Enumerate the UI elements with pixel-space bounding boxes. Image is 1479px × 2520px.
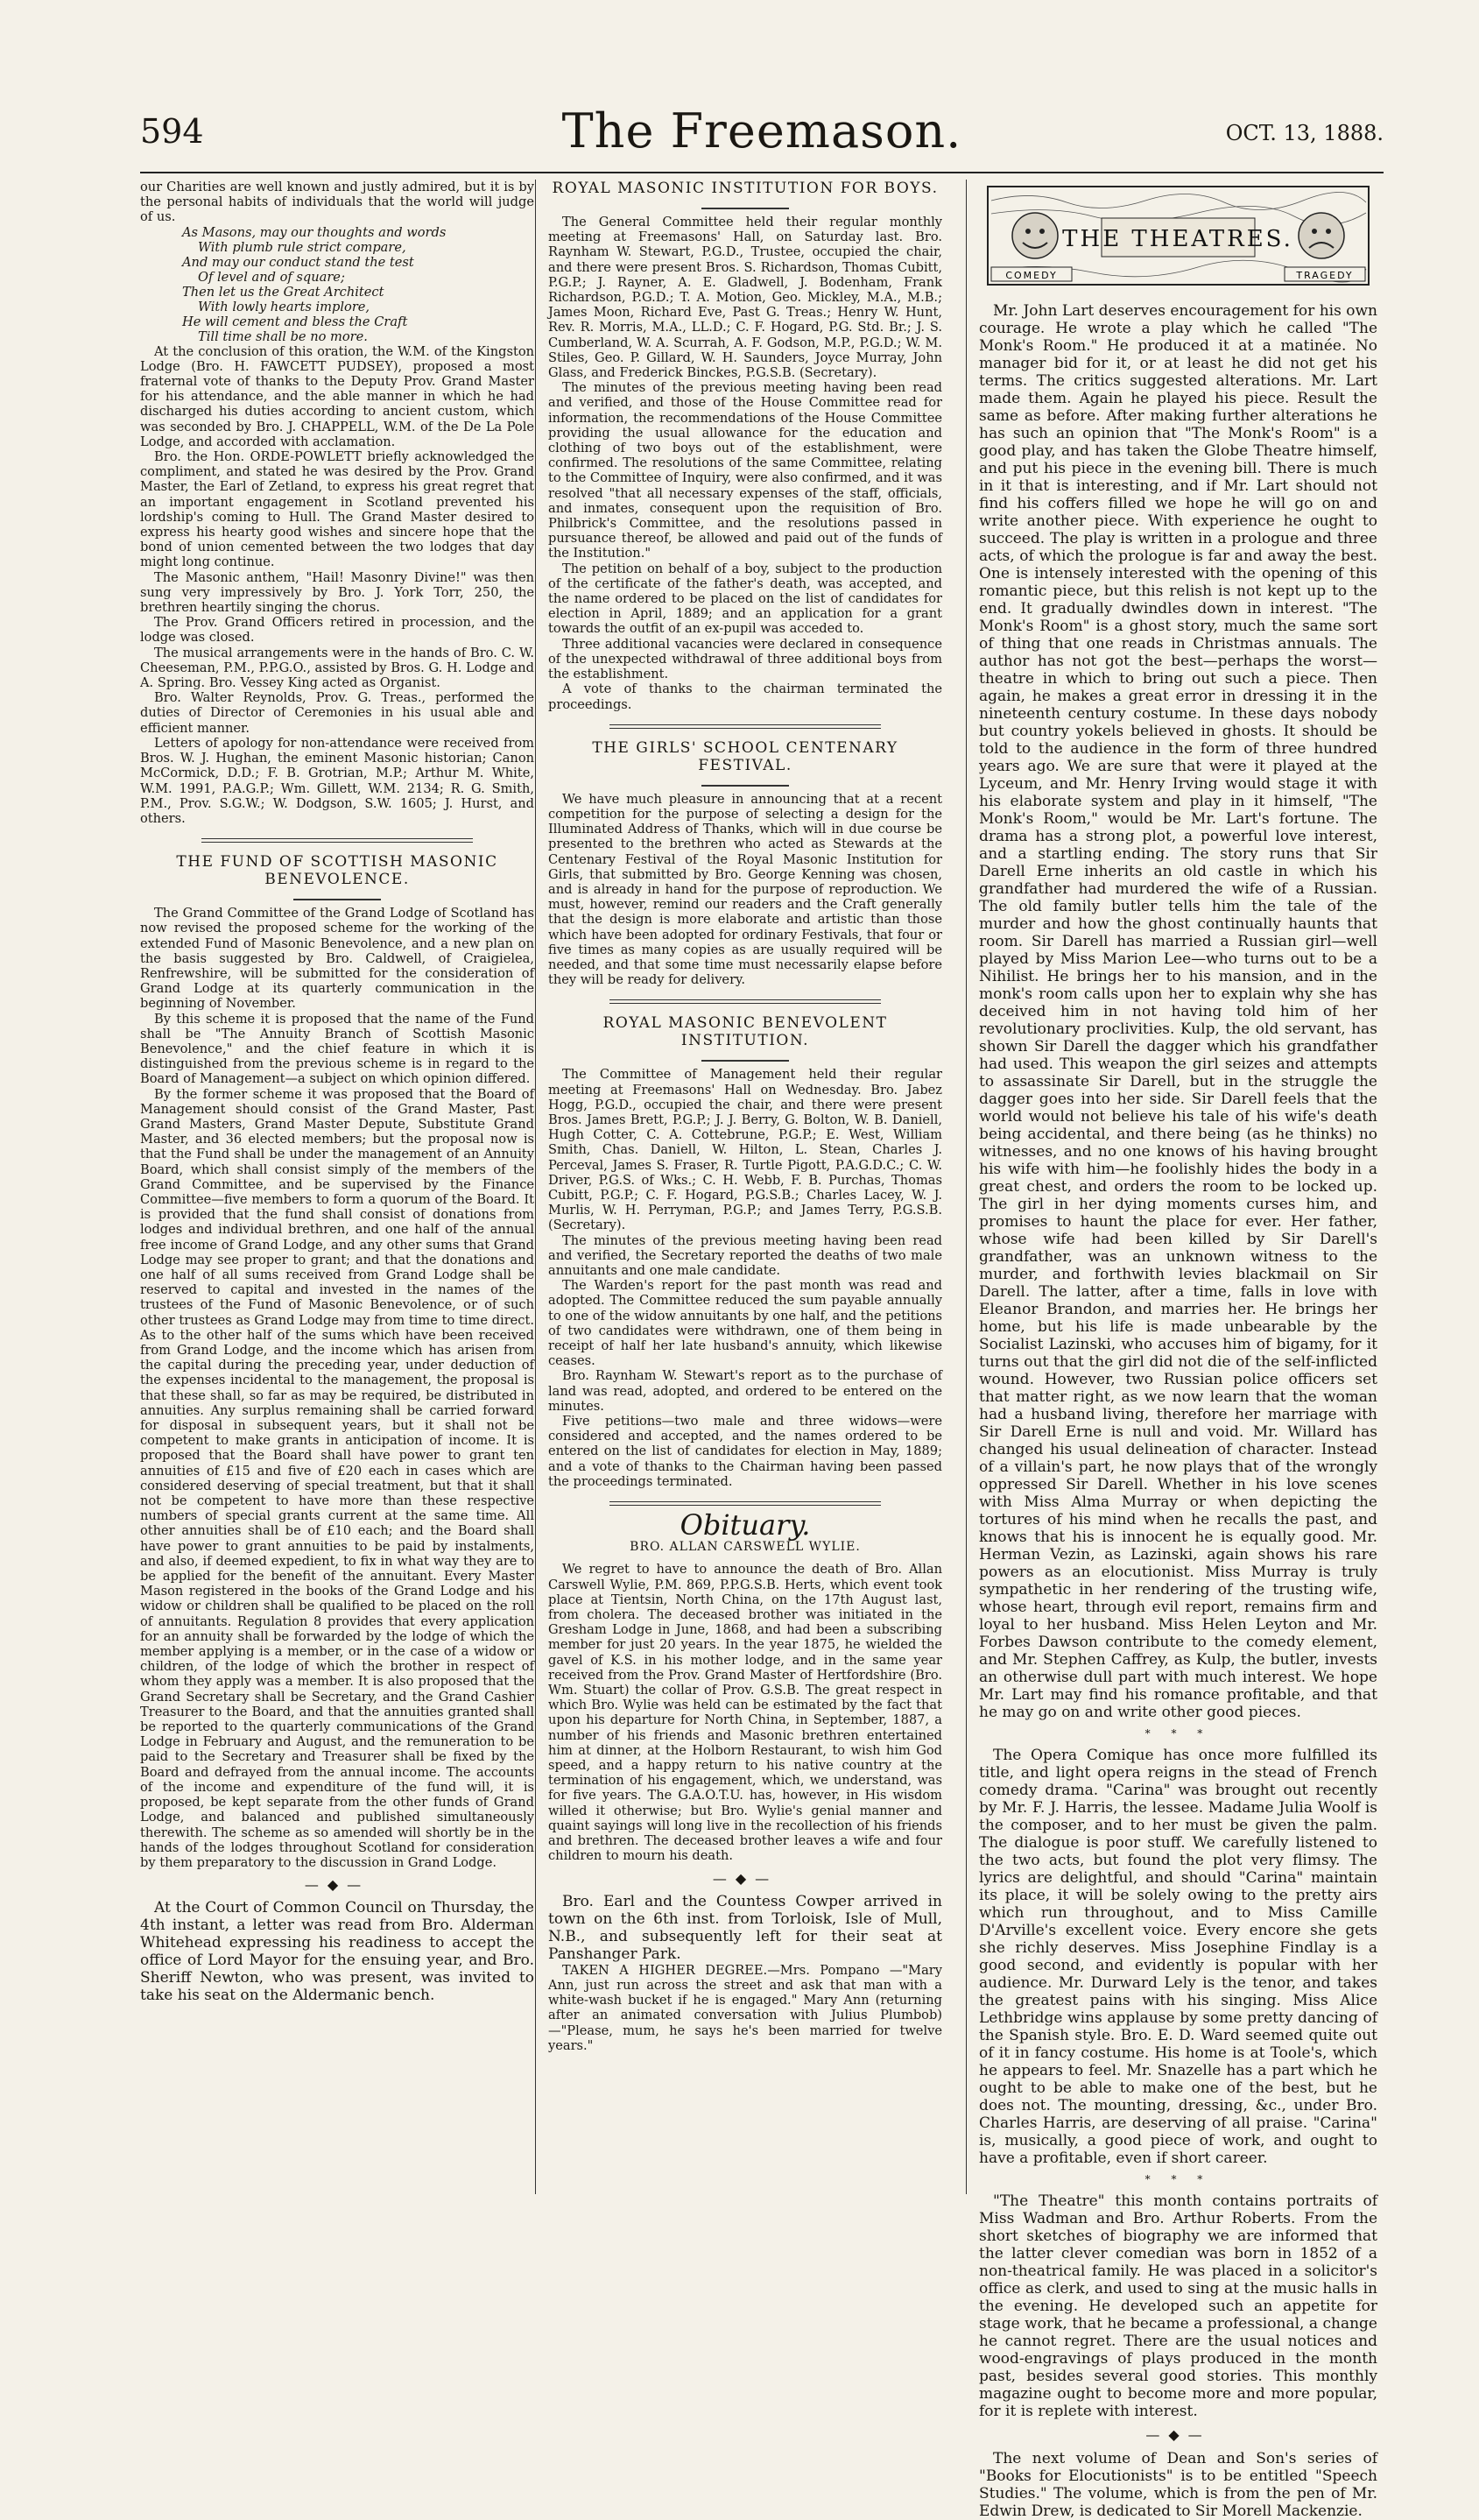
paragraph: The Prov. Grand Officers retired in procession, and the lodge was closed. xyxy=(140,615,534,646)
paragraph: Bro. Raynham W. Stewart's report as to the purchase of land was read, adopted, and ordered to be entered on the minutes. xyxy=(548,1368,942,1414)
column-2 xyxy=(548,180,942,2053)
ornament-divider: —◆— xyxy=(1145,2426,1211,2444)
section-rule xyxy=(609,1501,881,1506)
paragraph: We regret to have to announce the death of Bro. Allan Carswell Wylie, P.M. 869, P.P.G.S.B. Herts, which event took place at Tientsin, North China, on the 17th August last, from cholera. The deceased brother was initiated in the Gresham Lodge in June, 1868, and had been a subscribing member for just 20 years. In the year 1875, he wielded the gavel of K.S. in his mother lodge, and in the same year received from the Prov. Grand Master of Hertfordshire (Bro. Wm. Stuart) the collar of Prov. G.S.B. The great respect in which Bro. Wylie was held can be estimated by the fact that upon his departure for North China, in September, 1887, a number of his friends and Masonic brethren entertained him at dinner, at the Holborn Restaurant, to wish him God speed, and a happy return to his native country at the termination of his engagement, which, we understand, was for five years. The G.A.O.T.U. has, however, in His wisdom willed it otherwise; but Bro. Wylie's genial manner and quaint sayings will long live in the recollection of his friends and brethren. The deceased brother leaves a wife and four children to mourn his death. xyxy=(548,1562,942,1864)
degree-lead: TAKEN A HIGHER DEGREE. xyxy=(562,1962,768,1978)
header-rule xyxy=(140,172,1384,173)
headline-scottish-fund: THE FUND OF SCOTTISH MASONIC BENEVOLENCE. xyxy=(176,853,498,889)
headline-girls-school: THE GIRLS' SCHOOL CENTENARY FESTIVAL. xyxy=(592,738,898,774)
paragraph: Three additional vacancies were declared in consequence of the unexpected withdrawal of three additional boys from the establishment. xyxy=(548,636,942,682)
masthead: The Freemason. xyxy=(561,103,962,159)
banner-title: THE THEATRES. xyxy=(1062,226,1293,252)
page-number: 594 xyxy=(140,112,204,151)
theatres-banner-art xyxy=(979,183,1377,288)
paragraph: our Charities are well known and justly admired, but it is by the personal habits of individuals that the world will judge of us. xyxy=(140,180,534,225)
asterism: * * * xyxy=(1144,1727,1212,1740)
verse-line: With plumb rule strict compare, xyxy=(198,239,406,255)
verse xyxy=(140,225,534,344)
degree-text: —Mrs. Pompano —"Mary Ann, just run across the street and ask that man with a white-wash bucket if he is engaged." Mary Ann (returning after an animated conversation with Julius Plumbob)—"Please, mum, he says he's been married for twelve years." xyxy=(548,1962,943,2053)
banner-left-label: COMEDY xyxy=(1005,270,1058,281)
paragraph: The musical arrangements were in the hands of Bro. C. W. Cheeseman, P.M., P.P.G.O., assisted by Bros. G. H. Lodge and A. Spring. Bro. Vessey King acted as Organist. xyxy=(140,645,534,691)
short-rule xyxy=(293,899,381,900)
obituary-heading: Obituary. xyxy=(680,1508,811,1542)
verse-line: Till time shall be no more. xyxy=(198,328,368,344)
short-rule xyxy=(701,1060,789,1062)
column-3 xyxy=(979,180,1377,2520)
verse-line: Then let us the Great Architect xyxy=(182,284,384,300)
paragraph-dean-and-son: The next volume of Dean and Son's series of "Books for Elocutionists" is to be entitled "Speech Studies." The volume, which is from the pen of Mr. Edwin Drew, is dedicated to Sir Morell Mackenzie. xyxy=(979,2449,1377,2520)
page-header xyxy=(140,103,1384,166)
paragraph-cowper: Bro. Earl and the Countess Cowper arrived in town on the 6th inst. from Torloisk, Isle of Mull, N.B., and subsequently left for their seat at Panshanger Park. xyxy=(548,1892,942,1963)
asterism: * * * xyxy=(1144,2173,1212,2186)
paragraph: The petition on behalf of a boy, subject to the production of the certificate of the father's death, was accepted, and the name ordered to be placed on the list of candidates for election in April, 1889; and an application for a grant towards the outfit of an ex-pupil was acceded to. xyxy=(548,561,942,637)
paragraph-degree xyxy=(548,1963,942,2053)
section-rule xyxy=(201,838,473,843)
paragraph: Five petitions—two male and three widows—were considered and accepted, and the names ordered to be entered on the list of candidates for election in May, 1889; and a vote of thanks to the Chairman having been passed the proceedings terminated. xyxy=(548,1414,942,1489)
theatres-banner xyxy=(979,183,1377,288)
section-rule xyxy=(609,724,881,729)
paragraph-court-council: At the Court of Common Council on Thursday, the 4th instant, a letter was read from Bro. Alderman Whitehead expressing his readiness to accept the office of Lord Mayor for the ensuing year, and Bro. Sheriff Newton, who was present, was invited to take his seat on the Aldermanic bench. xyxy=(140,1899,534,2005)
issue-date: OCT. 13, 1888. xyxy=(1225,121,1384,145)
paragraph: The Committee of Management held their regular meeting at Freemasons' Hall on Wednesday. Bro. Jabez Hogg, P.G.D., occupied the chair, and there were present Bros. James Brett, P.G.P.; J. J. Berry, G. Bolton, W. B. Daniell, Hugh Cotter, C. A. Cottebrune, P.G.P.; E. West, William Smith, Chas. Daniell, W. Hilton, L. Stean, Charles J. Perceval, James S. Fraser, R. Turtle Pigott, P.A.G.D.C.; C. W. Driver, P.G.S. of Wks.; C. H. Webb, F. B. Purchas, Thomas Cubitt, P.G.P.; C. F. Hogard, P.G.S.B.; Charles Lacey, W. J. Murlis, W. H. Perryman, P.G.P.; and James Terry, P.G.S.B. (Secretary). xyxy=(548,1067,942,1233)
short-rule xyxy=(701,208,789,209)
paragraph: The Masonic anthem, "Hail! Masonry Divine!" was then sung very impressively by Bro. J. York Torr, 250, the brethren heartily singing the chorus. xyxy=(140,569,534,616)
paragraph-the-theatre: "The Theatre" this month contains portraits of Miss Wadman and Bro. Arthur Roberts. From the short sketches of biography we are informed that the latter clever comedian was born in 1852 of a non-theatrical family. He was placed in a solicitor's office as clerk, and used to sing at the music halls in the evening. He developed such an appetite for stage work, that he became a professional, a change he cannot regret. There are the usual notices and wood-engravings of plays produced in the month past, besides several good stories. This monthly magazine ought to become more and more popular, for it is replete with interest. xyxy=(979,2192,1377,2421)
verse-line: And may our conduct stand the test xyxy=(182,254,414,270)
verse-line: He will cement and bless the Craft xyxy=(182,314,408,329)
column-divider xyxy=(966,180,967,2194)
verse-line: Of level and of square; xyxy=(198,269,345,285)
column-divider xyxy=(535,180,536,2194)
ornament-divider: —◆— xyxy=(712,1869,778,1887)
paragraph: The Grand Committee of the Grand Lodge of Scotland has now revised the proposed scheme for the working of the extended Fund of Masonic Benevolence, and a new plan on the basis suggested by Bro. Caldwell, of Craigielea, Renfrewshire, will be submitted for the consideration of Grand Lodge at its quarterly communication in the beginning of November. xyxy=(140,906,534,1012)
paragraph: By this scheme it is proposed that the name of the Fund shall be "The Annuity Branch of Scottish Masonic Benevolence," and the chief feature in which it is distinguished from the previous scheme is in regard to the Board of Management—a subject on which opinion differed. xyxy=(140,1011,534,1087)
paragraph: Bro. Walter Reynolds, Prov. G. Treas., performed the duties of Director of Ceremonies in his usual able and efficient manner. xyxy=(140,690,534,736)
short-rule xyxy=(701,785,789,787)
paragraph: The Warden's report for the past month was read and adopted. The Committee reduced the sum payable annually to one of the widow annuitants by one half, and the petitions of two candidates were withdrawn, one of them being in receipt of half her late husband's annuity, which likewise ceases. xyxy=(548,1278,943,1369)
paragraph: By the former scheme it was proposed that the Board of Management should consist of the Grand Master, Past Grand Masters, Grand Master Depute, Substitute Grand Master, and 36 elected members; but the proposal now is that the Fund shall be under the management of an Annuity Board, which shall consist simply of the members of the Grand Committee, and be supervised by the Finance Committee—five members to form a quorum of the Board. It is provided that the fund shall consist of donations from lodges and individual brethren, and one half of the annual free income of Grand Lodge, and any other sums that Grand Lodge may see proper to grant; and that the donations and one half of all sums received from Grand Lodge shall be reserved to capital and invested in the names of the trustees of the Fund of Masonic Benevolence, or of such other trustees as Grand Lodge may from time to time direct. As to the other half of the sums which have been received from Grand Lodge, and the income which has arisen from the capital during the preceding year, under deduction of the expenses incidental to the management, the proposal is that these shall, so far as may be required, be distributed in annuities. Any surplus remaining shall be carried forward for disposal in subsequent years, but it shall not be competent to make grants in anticipation of income. It is proposed that the Board shall have power to grant ten annuities of £15 and five of £20 each in cases which are considered deserving of special treatment, but that it shall not be competent to have more than these respective numbers of special grants current at the same time. All other annuities shall be of £10 each; and the Board shall have power to grant annuities to be paid by instalments, and also, if deemed expedient, to fix in what way they are to be applied for the benefit of the annuitant. Every Master Mason registered in the books of the Grand Lodge and his widow or children shall be qualified to be placed on the roll of annuitants. Regulation 8 provides that every application for an annuity shall be forwarded by the lodge of which the member applying is a member, or in the case of a widow or children, of the lodge of which the brother in respect of whom they apply was a member. It is also proposed that the Grand Secretary shall be Secretary, and the Grand Cashier Treasurer to the Board, and that the annuities granted shall be reported to the quarterly communications of the Grand Lodge in February and August, and the remuneration to be paid to the Secretary and Treasurer shall be fixed by the Board and defrayed from the annual income. The accounts of the income and expenditure of the fund will, it is proposed, be kept separate from the other funds of Grand Lodge, and balanced and published simultaneously therewith. The scheme as so amended will shortly be in the hands of the lodges throughout Scotland for consideration by them preparatory to the discussion in Grand Lodge. xyxy=(140,1086,534,1870)
ornament-divider: —◆— xyxy=(304,1876,370,1894)
verse-line: As Masons, may our thoughts and words xyxy=(182,224,447,240)
paragraph: A vote of thanks to the chairman terminated the proceedings. xyxy=(548,681,942,712)
section-rule xyxy=(609,999,881,1004)
paragraph: Bro. the Hon. ORDE-POWLETT briefly acknowledged the compliment, and stated he was desired by the Prov. Grand Master, the Earl of Zetland, to express his great regret that an important engagement in Scotland prevented his lordship's coming to Hull. The Grand Master desired to express his hearty good wishes and sincere hope that the bond of union cemented between the two lodges that day might long continue. xyxy=(140,449,534,570)
paragraph: We have much pleasure in announcing that at a recent competition for the purpose of selecting a design for the Illuminated Address of Thanks, which will in due course be presented to the brethren who acted as Stewards at the Centenary Festival of the Royal Masonic Institution for Girls, that submitted by Bro. George Kenning was chosen, and is already in hand for the purpose of reproduction. We must, however, remind our readers and the Craft generally that the design is more elaborate and artistic than those which have been adopted for ordinary Festivals, that four or five times as many copies as are usually required will be needed, and that some time must necessarily elapse before they will be ready for delivery. xyxy=(548,791,942,988)
column-1 xyxy=(140,180,534,2004)
paragraph-opera-comique: The Opera Comique has once more fulfilled its title, and light opera reigns in the stead of French comedy drama. "Carina" was brought out recently by Mr. F. J. Harris, the lessee. Madame Julia Woolf is the composer, and to her must be given the palm. The dialogue is poor stuff. We carefully listened to the two acts, but found the plot very flimsy. The lyrics are delightful, and should "Carina" maintain its place, it will be solely owing to the pretty airs which run throughout, and to Miss Camille D'Arville's excellent voice. Every encore she gets she richly deserves. Miss Josephine Findlay is a good second, and evidently is popular with her audience. Mr. Durward Lely is the tenor, and takes the greatest pains with his singing. Miss Alice Lethbridge wins applause by some pretty dancing of the Spanish style. Bro. E. D. Ward seemed quite out of it in fancy costume. His home is at Toole's, which he appears to feel. Mr. Snazelle has a part which he ought to be able to make one of the best, but he does not. The mounting, dressing, &c., under Bro. Charles Harris, are deserving of all praise. "Carina" is, musically, a good piece of work, and ought to have a profitable, even if short career. xyxy=(979,1747,1377,2168)
headline-benevolent-institution: ROYAL MASONIC BENEVOLENT INSTITUTION. xyxy=(602,1014,888,1050)
verse-line: With lowly hearts implore, xyxy=(198,299,370,314)
paragraph: Letters of apology for non-attendance were received from Bros. W. J. Hughan, the eminent Masonic historian; Canon McCormick, D.D.; F. B. Grotrian, M.P.; Arthur M. White, W.M. 1991, P.A.G.P.; Wm. Gillett, W.M. 2134; R. G. Smith, P.M., Prov. S.G.W.; W. Dodgson, S.W. 1605; J. Hurst, and others. xyxy=(140,735,534,826)
headline-boys-institution: ROYAL MASONIC INSTITUTION FOR BOYS. xyxy=(552,180,939,197)
banner-right-label: TRAGEDY xyxy=(1296,270,1354,281)
paragraph: The minutes of the previous meeting having been read and verified, and those of the House Committee read for information, the recommendations of the House Committee providing the usual allowance for the education and clothing of two boys out of the establishment, were confirmed. The resolutions of the same Committee, relating to the Committee of Inquiry, were also confirmed, and it was resolved "that all necessary expenses of the staff, officials, and inmates, consequent upon the requisition of Bro. Philbrick's Committee, and the resolutions passed in pursuance thereof, be allowed and paid out of the funds of the Institution." xyxy=(548,380,942,561)
paragraph: The minutes of the previous meeting having been read and verified, the Secretary reported the deaths of two male annuitants and one male candidate. xyxy=(548,1232,942,1278)
paragraph: The General Committee held their regular monthly meeting at Freemasons' Hall, on Saturday last. Bro. Raynham W. Stewart, P.G.D., Trustee, occupied the chair, and there were present Bros. S. Richardson, Thomas Cubitt, P.G.P.; J. Rayner, A. E. Gladwell, J. Bodenham, Frank Richardson, P.G.D.; T. A. Motion, Geo. Mickley, M.A., M.B.; James Moon, Richard Eve, Past G. Treas.; Henry W. Hunt, Rev. R. Morris, M.A., LL.D.; C. F. Hogard, P.G. Std. Br.; J. S. Cumberland, W. A. Scurrah, A. F. Godson, M.P., P.G.D.; W. M. Stiles, Geo. P. Gillard, W. H. Saunders, Joyce Murray, John Glass, and Frederick Binckes, P.G.S.B. (Secretary). xyxy=(548,215,942,381)
paragraph: At the conclusion of this oration, the W.M. of the Kingston Lodge (Bro. H. FAWCETT PUDSEY), proposed a most fraternal vote of thanks to the Deputy Prov. Grand Master for his attendance, and the able manner in which he had discharged his duties according to ancient custom, which was seconded by Bro. J. CHAPPELL, W.M. of the De La Pole Lodge, and accorded with acclamation. xyxy=(140,343,534,449)
paragraph-monks-room: Mr. John Lart deserves encouragement for his own courage. He wrote a play which he called "The Monk's Room." He produced it at a matinée. No manager bid for it, or at least he did not get his terms. The critics suggested alterations. Mr. Lart made them. Again he played his piece. Result the same as before. After making further alterations he has such an opinion that "The Monk's Room" is a good play, and has taken the Globe Theatre himself, and put his piece in the evening bill. There is much in it that is interesting, and if Mr. Lart should not find his coffers filled we hope he will go on and write another piece. With experience he ought to succeed. The play is written in a prologue and three acts, of which the prologue is far and away the best. One is intensely interested with the opening of this romantic piece, but this relish is not kept up to the end. It gradually dwindles down in interest. "The Monk's Room" is a ghost story, much the same sort of thing that one reads in Christmas annuals. The author has not got the best—perhaps the worst—theatre in which to bring out such a piece. Then again, he makes a great error in dressing it in the nineteenth century costume. In these days nobody but country yokels believed in ghosts. It should be told to the audience in the form of three hundred years ago. We are sure that were it played at the Lyceum, and Mr. Henry Irving would stage it with his elaborate system and play in it himself, "The Monk's Room," would be Mr. Lart's fortune. The drama has a strong plot, a powerful love interest, and a startling ending. The story runs that Sir Darell Erne inherits an old castle in which his grandfather had murdered the wife of a Russian. The old family butler tells him the tale of the murder and how the ghost continually haunts that room. Sir Darell has married a Russian girl—well played by Miss Marion Lee—who turns out to be a Nihilist. He brings her to his mansion, and in the monk's room calls upon her to explain why she has deceived him in not having told him of her revolutionary proclivities. Kulp, the old servant, has shown Sir Darell the dagger which his grandfather had used. This weapon the girl seizes and attempts to assassinate Sir Darell, but in the struggle the dagger goes into her side. Sir Darell feels that the world would not believe his tale of his wife's death being accidental, and there being (as he thinks) no witnesses, and no one knows of his having brought his wife with him—he foolishly hides the body in a great chest, and orders the room to be locked up. The girl in her dying moments curses him, and promises to haunt the place for ever. Her father, whose wife had been killed by Sir Darell's grandfather, was an unknown witness to the murder, and forthwith levies blackmail on Sir Darell. The latter, after a time, falls in love with Eleanor Brandon, and marries her. He brings her home, but his life is made unbearable by the Socialist Lazinski, who accuses him of bigamy, for it turns out that the girl did not die of the self-inflicted wound. However, two Russian police officers set that matter right, as we now learn that the woman had a husband living, therefore her marriage with Sir Darell Erne is null and void. Mr. Willard has changed his usual delineation of character. Instead of a villain's part, he now plays that of the wrongly oppressed Sir Darell. Whether in his love scenes with Miss Alma Murray or when depicting the tortures of his mind when he recalls the past, and knows that his is innocent he is equally good. Mr. Herman Vezin, as Lazinski, again shows his rare powers as an elocutionist. Miss Murray is truly sympathetic in her rendering of the trusting wife, whose heart, through evil report, remains firm and loyal to her husband. Miss Helen Leyton and Mr. Forbes Dawson contribute to the comedy element, and Mr. Stephen Caffrey, as Kulp, the butler, invests an otherwise dull part with much interest. We hope Mr. Lart may find his romance profitable, and that he may go on and write other good pieces. xyxy=(979,302,1377,1721)
obituary-subject: BRO. ALLAN CARSWELL WYLIE. xyxy=(630,1540,861,1555)
